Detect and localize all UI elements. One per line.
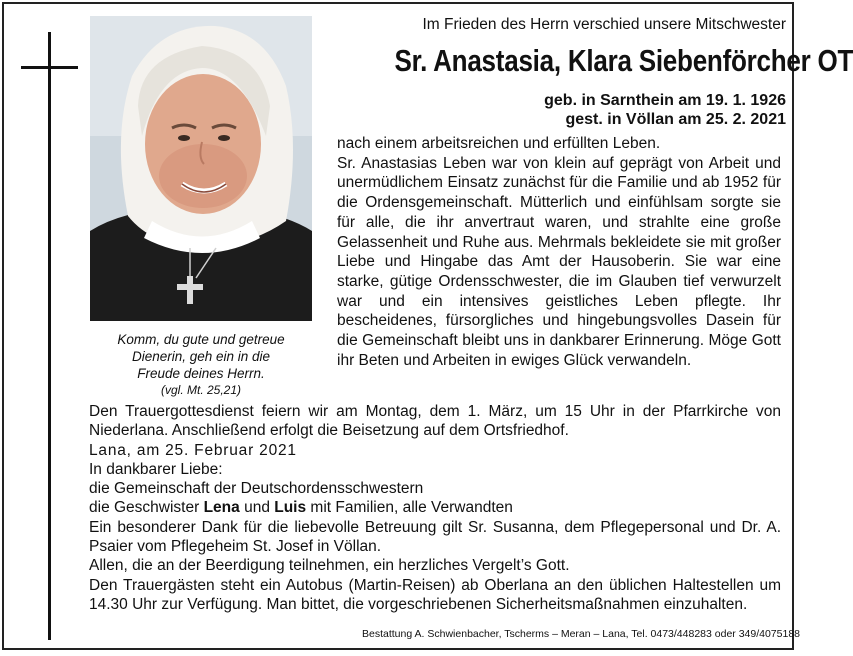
notice-details [89, 402, 781, 614]
portrait-photo [90, 16, 312, 321]
biography [337, 134, 781, 370]
deceased-name: Sr. Anastasia, Klara Siebenförcher OT [394, 43, 853, 78]
thanks-text: Den Trauergästen steht ein Autobus (Martin-Reisen) ab Oberlana an den üblichen Haltestellen um 14.30 Uhr zur Verfügung. Man bittet, die vorgeschriebenen Sicherheitsmaßnahmen einzuhalten. [89, 576, 781, 613]
siblings-prefix: die Geschwister [89, 499, 204, 517]
sibling-name: Luis [274, 499, 307, 517]
place-date: Lana, am 25. Februar 2021 [89, 441, 297, 459]
bio-paragraph: nach einem arbeitsreichen und erfüllten Leben. [337, 135, 661, 152]
thanks-text: Ein besonderer Dank für die liebevolle Betreuung gilt Sr. Susanna, dem Pflegepersonal und Dr. A. Psaier vom Pflegeheim St. Josef in Völlan. [89, 518, 781, 556]
birth-date: geb. in Sarnthein am 19. 1. 1926 [544, 92, 786, 109]
mourners-siblings [89, 498, 781, 517]
funeral-service-text: Den Trauergottesdienst feiern wir am Montag, dem 1. März, um 15 Uhr in der Pfarrkirche von Niederlana. Anschließend erfolgt die Beisetzung auf dem Ortsfriedhof. [89, 403, 781, 440]
bible-quote [92, 331, 310, 399]
bio-paragraph: Sr. Anastasias Leben war von klein auf geprägt von Arbeit und unermüdlichem Einsatz zunächst für die Familie und ab 1952 für die Ordensgemeinschaft. Mütterlich und einfühlsam sorgte sie für alle, die ihr anvertraut waren, und strahlte eine große Gelassenheit und Ruhe aus. Mehrmals bekleidete sie mit großer Liebe und Hingabe das Amt der Hausoberin. Sie war eine starke, gütige Ordensschwester, die im Glauben tief verwurzelt war und ein intensives geistliches Leben pflegte. Ihr bescheidenes, fürsorgliches und hingebungsvolles Dasein für die Gemeinschaft bleibt uns in dankbarer Erinnerung. Möge Gott ihr Beten und Arbeiten in ewiges Glück verwandeln. [337, 154, 781, 369]
mourners-heading: In dankbarer Liebe: [89, 460, 223, 478]
quote-line: Komm, du gute und getreue [117, 332, 285, 347]
quote-reference: (vgl. Mt. 25,21) [160, 383, 242, 397]
quote-line: Dienerin, geh ein in die [131, 349, 271, 364]
death-date: gest. in Völlan am 25. 2. 2021 [565, 111, 786, 128]
life-dates [366, 91, 786, 129]
mourners-community: die Gemeinschaft der Deutschordensschwestern [89, 480, 424, 498]
quote-line: Freude deines Herrn. [137, 366, 265, 381]
siblings-suffix: mit Familien, alle Verwandten [306, 499, 513, 517]
cross-icon [48, 32, 51, 640]
siblings-and: und [239, 499, 275, 517]
sibling-name: Lena [203, 499, 240, 517]
thanks-text: Allen, die an der Beerdigung teilnehmen, ein herzliches Vergelt’s Gott. [89, 557, 570, 575]
cross-icon-bar [21, 66, 78, 69]
funeral-home-info: Bestattung A. Schwienbacher, Tscherms – Meran – Lana, Tel. 0473/448283 oder 349/4075188 [362, 628, 801, 640]
intro-line: Im Frieden des Herrn verschied unsere Mitschwester [422, 16, 786, 33]
